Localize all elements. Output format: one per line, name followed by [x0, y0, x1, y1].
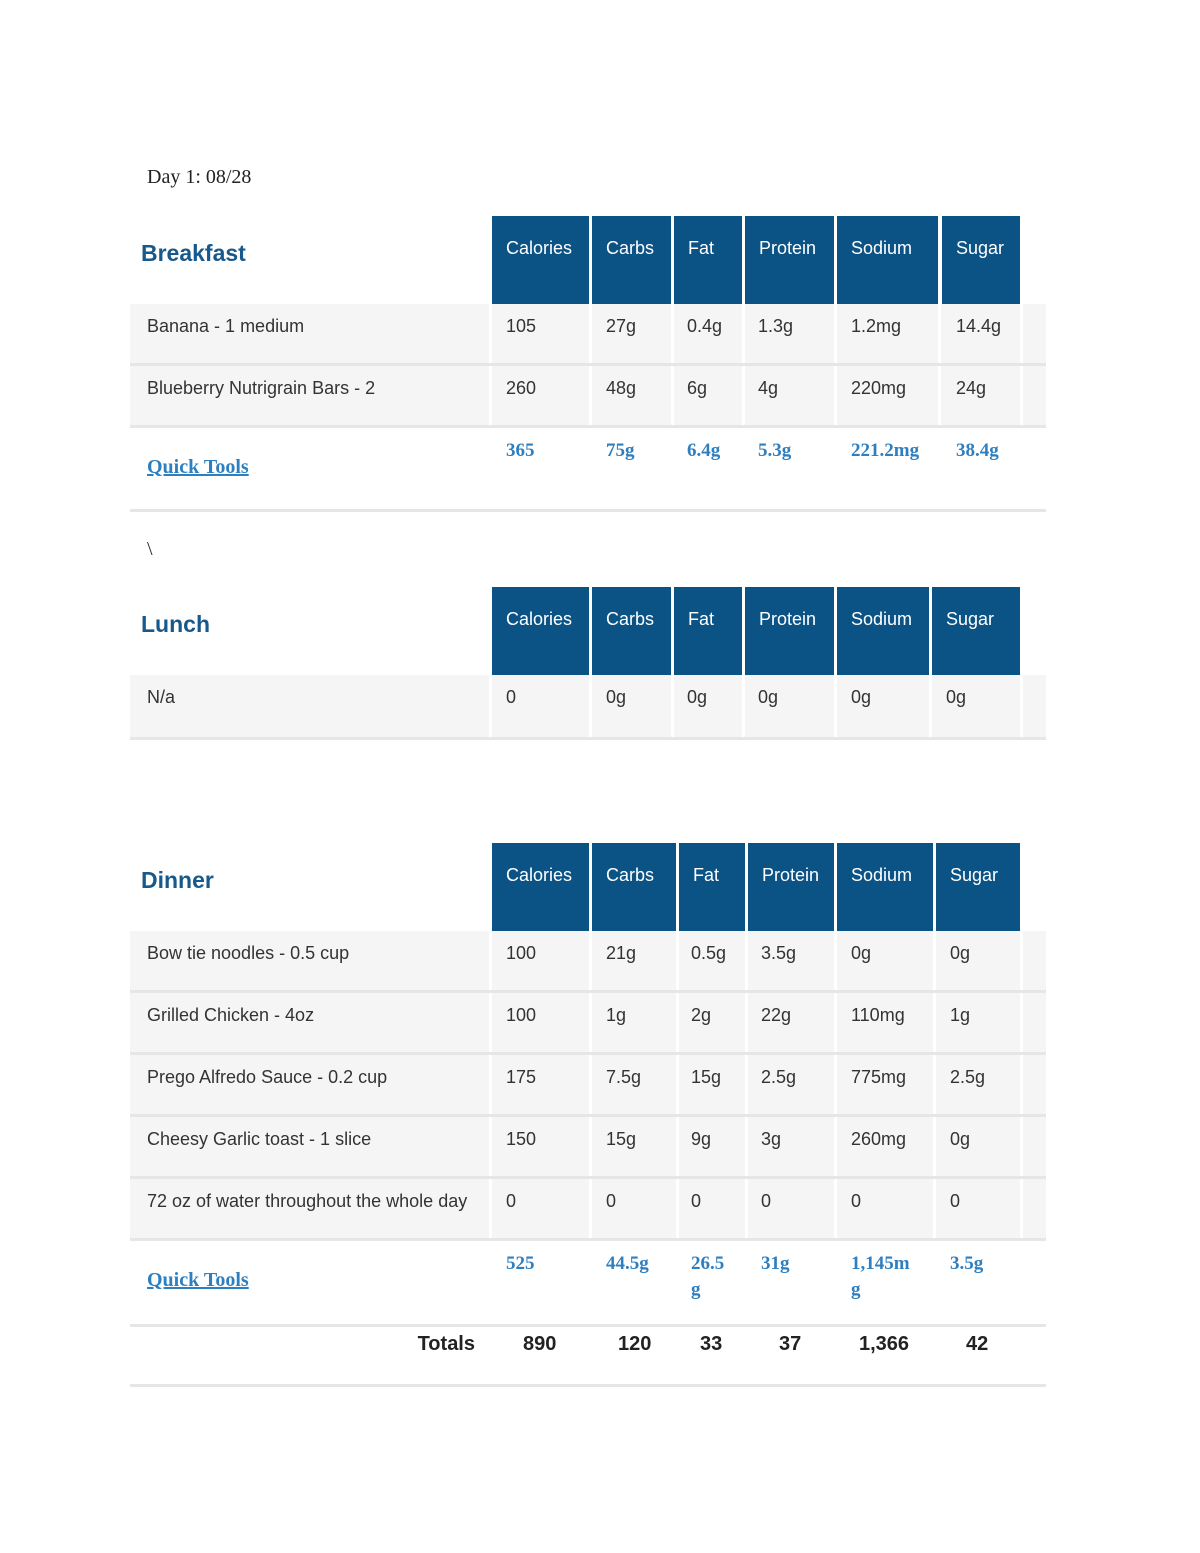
dinner-header: [130, 843, 1046, 931]
calories-sum: 365: [506, 440, 535, 461]
sodium-value: 110mg: [851, 1005, 905, 1025]
totals-label: Totals: [417, 1333, 475, 1355]
col-header-sugar: Sugar: [942, 216, 1020, 304]
sodium-value: 0: [851, 1191, 862, 1211]
carbs-sum: 44.5g: [606, 1253, 649, 1274]
col-header-fat: Fat: [679, 843, 745, 931]
food-name: 72 oz of water throughout the whole day: [147, 1191, 468, 1211]
sodium-value: 220mg: [851, 378, 907, 398]
sodium-sum: 221.2mg: [851, 440, 920, 461]
summary-row: [130, 1241, 1046, 1327]
sodium-value: 775mg: [851, 1067, 907, 1087]
day-title: Day 1: 08/28: [147, 166, 252, 188]
carbs-value: 0: [606, 1191, 617, 1211]
protein-total: 37: [779, 1333, 802, 1355]
fat-value: 15g: [691, 1067, 722, 1087]
breakfast-header: [130, 216, 1046, 304]
quick-tools-link[interactable]: Quick Tools: [147, 1269, 249, 1291]
col-header-calories: Calories: [492, 843, 589, 931]
carbs-value: 21g: [606, 943, 637, 963]
table-row: [130, 1117, 1046, 1179]
quick-tools-link[interactable]: Quick Tools: [147, 456, 249, 478]
col-header-protein: Protein: [748, 843, 834, 931]
carbs-value: 48g: [606, 378, 637, 398]
sugar-sum: 38.4g: [956, 440, 999, 461]
calories-value: 175: [506, 1067, 537, 1087]
sugar-total: 42: [966, 1333, 989, 1355]
col-header-sodium: Sodium: [837, 216, 938, 304]
fat-value: 0.5g: [691, 943, 727, 963]
protein-sum: 5.3g: [758, 440, 792, 461]
fat-sum: 26.5 g: [691, 1253, 725, 1300]
col-header-sugar: Sugar: [932, 587, 1020, 675]
sugar-value: 0g: [946, 687, 967, 707]
calories-value: 100: [506, 1005, 537, 1025]
dinner-table: [130, 843, 1046, 1387]
food-name: Cheesy Garlic toast - 1 slice: [147, 1129, 372, 1149]
table-row: [130, 993, 1046, 1055]
sodium-value: 260mg: [851, 1129, 907, 1149]
col-header-sodium: Sodium: [837, 843, 933, 931]
sodium-value: 0g: [851, 687, 872, 707]
meal-title-lunch: Lunch: [141, 611, 210, 637]
fat-sum: 6.4g: [687, 440, 721, 461]
col-header-sodium: Sodium: [837, 587, 929, 675]
carbs-value: 0g: [606, 687, 627, 707]
col-header-fat: Fat: [674, 216, 742, 304]
food-name: Banana - 1 medium: [147, 316, 305, 336]
summary-row: [130, 428, 1046, 512]
stray-backslash: \: [147, 538, 153, 560]
col-header-carbs: Carbs: [592, 843, 676, 931]
col-header-carbs: Carbs: [592, 587, 671, 675]
fat-value: 0g: [687, 687, 708, 707]
protein-value: 3.5g: [761, 943, 797, 963]
fat-value: 9g: [691, 1129, 712, 1149]
protein-value: 2.5g: [761, 1067, 797, 1087]
calories-sum: 525: [506, 1253, 535, 1274]
protein-value: 3g: [761, 1129, 782, 1149]
carbs-value: 15g: [606, 1129, 637, 1149]
fat-value: 0: [691, 1191, 702, 1211]
carbs-value: 1g: [606, 1005, 627, 1025]
sugar-value: 2.5g: [950, 1067, 986, 1087]
calories-total: 890: [523, 1333, 557, 1355]
calories-value: 260: [506, 378, 537, 398]
calories-value: 0: [506, 687, 517, 707]
carbs-value: 7.5g: [606, 1067, 642, 1087]
sugar-value: 0g: [950, 1129, 971, 1149]
carbs-value: 27g: [606, 316, 637, 336]
col-header-sugar: Sugar: [936, 843, 1020, 931]
sodium-total: 1,366: [859, 1333, 910, 1355]
table-row: [130, 931, 1046, 993]
fat-total: 33: [700, 1333, 723, 1355]
sugar-value: 0g: [950, 943, 971, 963]
fat-value: 6g: [687, 378, 708, 398]
calories-value: 150: [506, 1129, 537, 1149]
calories-value: 105: [506, 316, 537, 336]
protein-value: 1.3g: [758, 316, 794, 336]
sodium-sum: 1,145m g: [851, 1253, 910, 1300]
food-name: Grilled Chicken - 4oz: [147, 1005, 315, 1025]
fat-value: 2g: [691, 1005, 712, 1025]
food-name: Bow tie noodles - 0.5 cup: [147, 943, 350, 963]
protein-value: 0g: [758, 687, 779, 707]
food-name: Blueberry Nutrigrain Bars - 2: [147, 378, 376, 398]
meal-title-dinner: Dinner: [141, 867, 214, 893]
sodium-value: 0g: [851, 943, 872, 963]
col-header-carbs: Carbs: [592, 216, 671, 304]
protein-value: 4g: [758, 378, 779, 398]
table-row: [130, 1055, 1046, 1117]
lunch-table: [130, 587, 1046, 740]
protein-value: 22g: [761, 1005, 792, 1025]
sugar-value: 0: [950, 1191, 961, 1211]
col-header-protein: Protein: [745, 216, 834, 304]
food-name: N/a: [147, 687, 176, 707]
sodium-value: 1.2mg: [851, 316, 902, 336]
calories-value: 100: [506, 943, 537, 963]
food-name: Prego Alfredo Sauce - 0.2 cup: [147, 1067, 388, 1087]
col-header-fat: Fat: [674, 587, 742, 675]
carbs-total: 120: [618, 1333, 652, 1355]
col-header-protein: Protein: [745, 587, 834, 675]
table-row: [130, 304, 1046, 366]
col-header-calories: Calories: [492, 216, 589, 304]
breakfast-table: [130, 216, 1046, 512]
meal-title-breakfast: Breakfast: [141, 240, 246, 266]
sugar-value: 24g: [956, 378, 987, 398]
table-row: [130, 675, 1046, 740]
lunch-header: [130, 587, 1046, 675]
table-row: [130, 366, 1046, 428]
table-row: [130, 1179, 1046, 1241]
carbs-sum: 75g: [606, 440, 635, 461]
sugar-value: 1g: [950, 1005, 971, 1025]
col-header-calories: Calories: [492, 587, 589, 675]
sugar-value: 14.4g: [956, 316, 1002, 336]
protein-value: 0: [761, 1191, 772, 1211]
protein-sum: 31g: [761, 1253, 790, 1274]
sugar-sum: 3.5g: [950, 1253, 984, 1274]
totals-row: [130, 1327, 1046, 1387]
calories-value: 0: [506, 1191, 517, 1211]
fat-value: 0.4g: [687, 316, 723, 336]
